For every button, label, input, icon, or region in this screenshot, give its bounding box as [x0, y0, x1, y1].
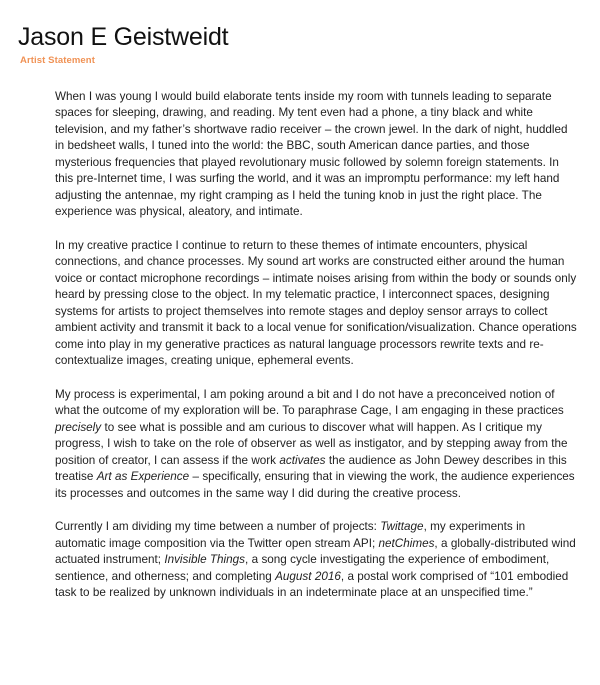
- emphasized-text: netChimes: [378, 536, 435, 550]
- page-header: [0, 0, 600, 67]
- paragraph-text: the audience as John Dewey describes in this treatise: [55, 453, 567, 484]
- statement-paragraph: [55, 387, 578, 503]
- emphasized-text: precisely: [55, 420, 102, 434]
- emphasized-text: Twittage: [380, 520, 424, 534]
- paragraph-text: Currently I am dividing my time between a number of projects:: [55, 520, 381, 534]
- paragraph-text: In my creative practice I continue to return to these themes of intimate encounters, physical connections, and chance processes. My sound art works are constructed either around the human voice or contact microphone recordings – intimate noises arising from within the body or sounds only heard by pressing close to the object. In my telematic practice, I interconnect spaces, designing systems for artists to project themselves into remote stages and deploy sensor arrays to collect ambient activity and transmit it back to a local venue for sonification/visualization. Chance operations come into play in my generative practices as natural language processors rewrite texts and re-contextualize images, creating unique, ephemeral events.: [55, 238, 577, 368]
- paragraph-text: When I was young I would build elaborate tents inside my room with tunnels leading to separate spaces for sleeping, drawing, and reading. My tent even had a phone, a tiny black and white television, and my father’s shortwave radio receiver – the crown jewel. In the dark of night, huddled in bedsheet walls, I tuned into the world: the BBC, south American dance parties, and those mysterious frequencies that played revolutionary music followed by solemn foreign statements. In this pre-Internet time, I was surfing the world, and it was an impromptu performance: my left hand adjusting the antennae, my right cramping as I held the tuning knob in just the right place. The experience was physical, aleatory, and intimate.: [55, 89, 568, 219]
- paragraph-text: – specifically, ensuring that in viewing the work, the audience experiences its processes and outcomes in the same way I did during the creative process.: [55, 470, 575, 500]
- page-subtitle: Artist Statement: [20, 55, 95, 67]
- paragraph-text: , my experiments in automatic image composition via the Twitter open stream API;: [55, 520, 526, 550]
- paragraph-text: , a song cycle investigating the experience of embodiment, sentience, and otherness; and completing: [55, 553, 550, 583]
- artist-statement-body: [0, 67, 600, 602]
- emphasized-text: August 2016: [275, 569, 341, 583]
- emphasized-text: Invisible Things: [164, 553, 245, 567]
- paragraph-text: to see what is possible and am curious to discover what will happen. As I critique my progress, I wish to take on the role of observer as well as instigator, and by stepping away from the position of creator, I can assess if the work: [55, 420, 568, 467]
- paragraph-text: , a globally-distributed wind actuated instrument;: [55, 536, 576, 567]
- emphasized-text: activates: [279, 453, 326, 467]
- statement-paragraph: [55, 238, 578, 370]
- statement-paragraph: [55, 519, 578, 602]
- statement-paragraph: [55, 89, 578, 221]
- page-title: Jason E Geistweidt: [18, 23, 229, 51]
- paragraph-text: My process is experimental, I am poking around a bit and I do not have a preconceived notion of what the outcome of my exploration will be. To paraphrase Cage, I am engaging in these practices: [55, 387, 564, 418]
- emphasized-text: Art as Experience: [96, 470, 190, 484]
- paragraph-text: , a postal work comprised of “101 embodied task to be realized by unknown individuals in an indeterminate place at an unspecified time.”: [55, 569, 569, 600]
